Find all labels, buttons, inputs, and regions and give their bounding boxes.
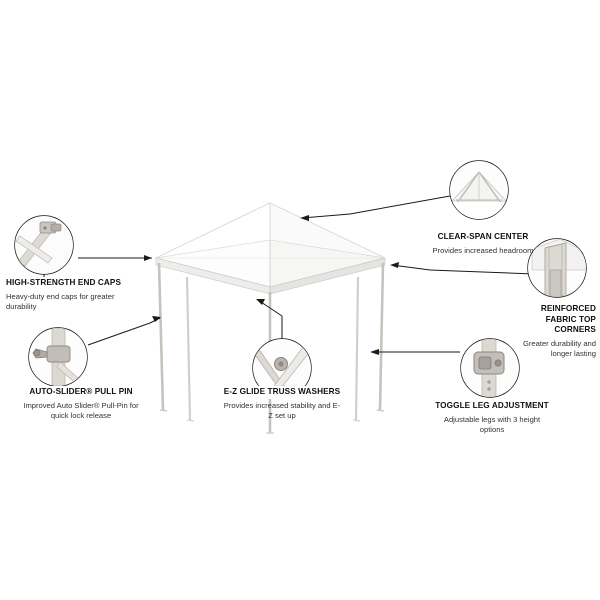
callout-title: CLEAR-SPAN CENTER	[430, 231, 536, 244]
callout-description: Adjustable legs with 3 height options	[443, 414, 541, 434]
detail-bubble-pull-pin	[29, 328, 87, 389]
callout-reinforced-fabric-top-corners	[514, 303, 596, 359]
callout-e-z-glide-truss-washers	[222, 386, 342, 421]
callout-title: TOGGLE LEG ADJUSTMENT	[432, 400, 552, 413]
callout-description: Heavy-duty end caps for greater durability	[6, 291, 115, 311]
callout-title: E-Z GLIDE TRUSS WASHERS	[222, 386, 342, 399]
detail-bubble-clear-span	[450, 161, 508, 219]
callout-description: Provides increased stability and E-Z set up	[223, 400, 341, 420]
detail-bubble-top-corners	[528, 239, 586, 297]
callout-description: Improved Auto Slider® Pull-Pin for quick lock release	[23, 400, 139, 420]
detail-bubble-end-caps	[15, 216, 73, 274]
callout-auto-slider-pull-pin	[22, 386, 140, 421]
callout-title: AUTO-SLIDER® PULL PIN	[22, 386, 140, 399]
callout-description: Greater durability and longer lasting	[522, 338, 596, 358]
callout-toggle-leg-adjustment	[432, 400, 552, 435]
callout-title: HIGH-STRENGTH END CAPS	[6, 277, 126, 290]
callout-title: REINFORCED FABRIC TOP CORNERS	[514, 303, 596, 337]
callout-description: Provides increased headroom	[432, 245, 534, 255]
callout-high-strength-end-caps	[6, 277, 126, 312]
callout-clear-span-center	[430, 231, 536, 256]
detail-bubble-toggle-leg	[461, 339, 519, 397]
